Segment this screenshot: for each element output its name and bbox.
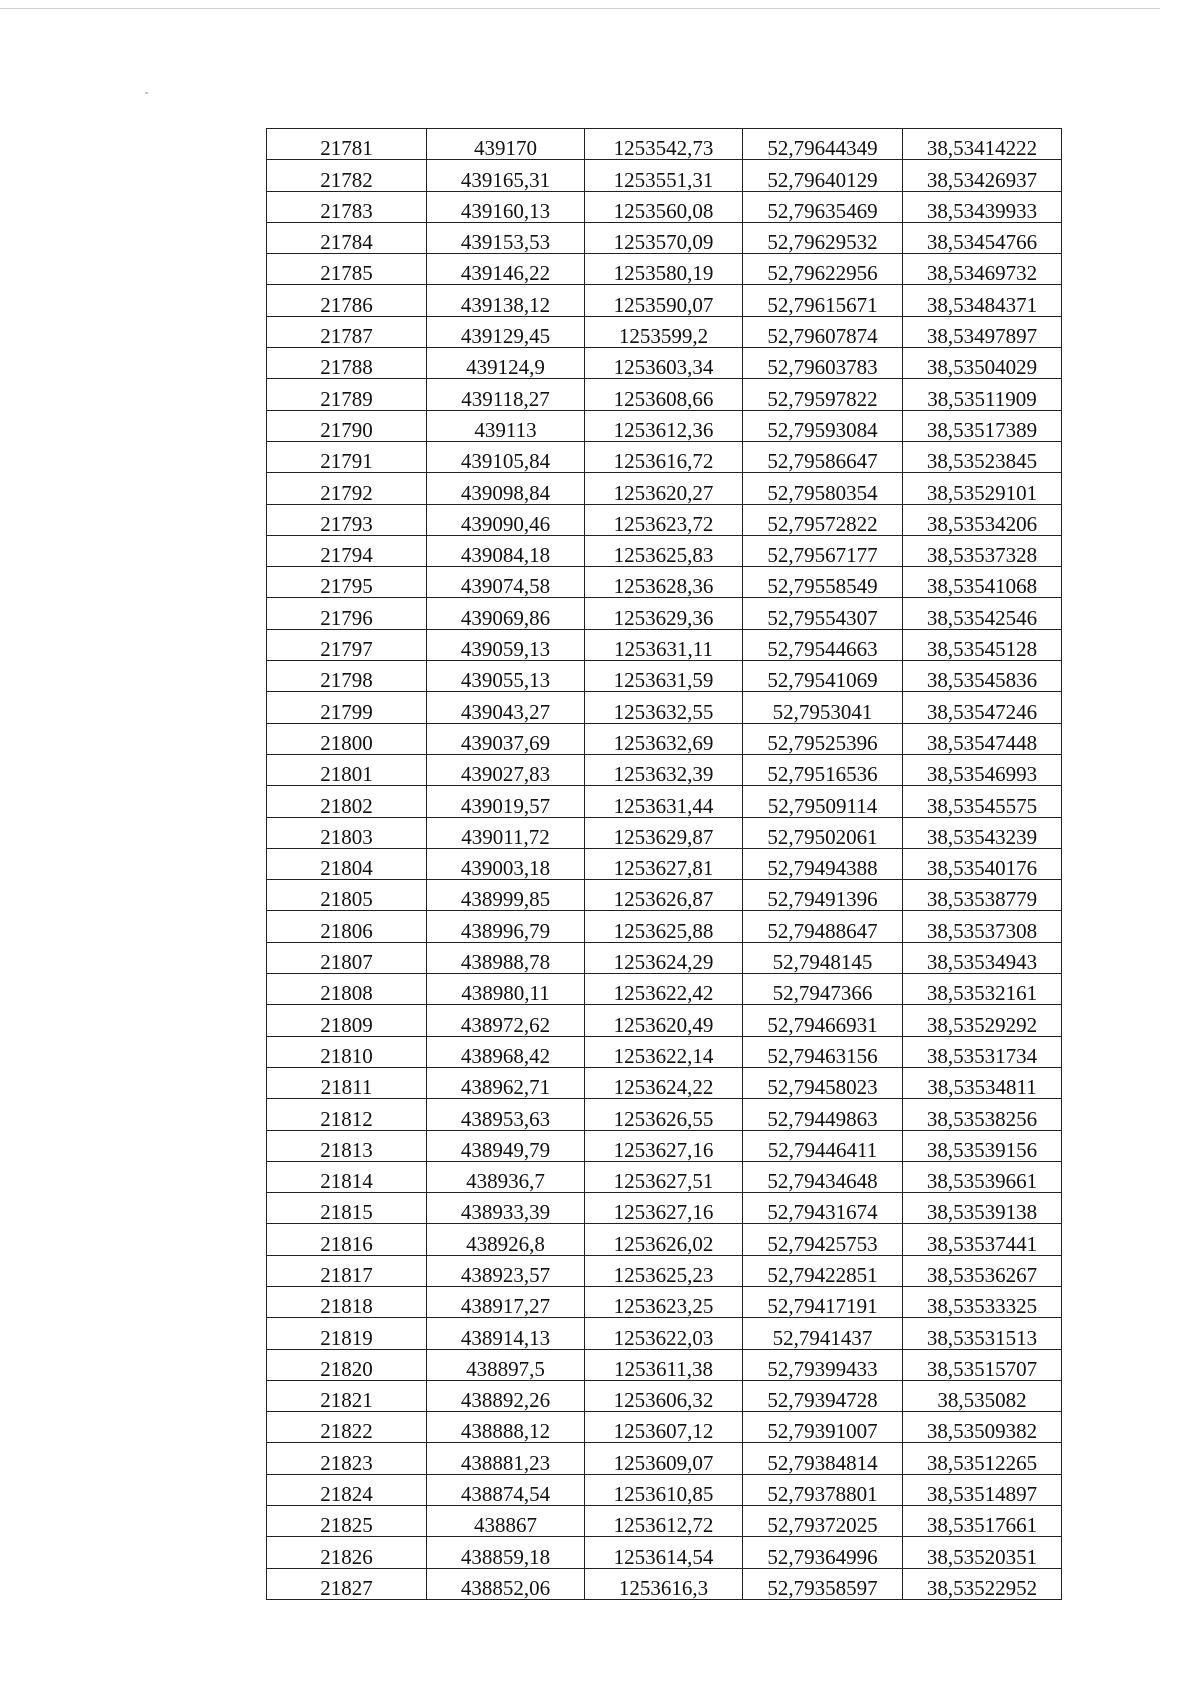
- point-number-cell: 21794: [267, 535, 427, 566]
- x-coordinate-cell: 439160,13: [427, 191, 585, 222]
- y-coordinate-cell: 1253632,39: [585, 754, 743, 785]
- table-row: [267, 441, 1062, 472]
- x-coordinate-cell: 438988,78: [427, 942, 585, 973]
- point-number-cell: 21791: [267, 441, 427, 472]
- table-row: [267, 974, 1062, 1005]
- latitude-cell: 52,79525396: [743, 723, 903, 754]
- x-coordinate-cell: 439059,13: [427, 629, 585, 660]
- x-coordinate-cell: 439170: [427, 129, 585, 160]
- longitude-cell: 38,535082: [903, 1380, 1062, 1411]
- table-row: [267, 191, 1062, 222]
- table-row: [267, 1349, 1062, 1380]
- table-row: [267, 1286, 1062, 1317]
- latitude-cell: 52,79544663: [743, 629, 903, 660]
- table-row: [267, 723, 1062, 754]
- y-coordinate-cell: 1253616,3: [585, 1568, 743, 1599]
- point-number-cell: 21782: [267, 160, 427, 191]
- table-row: [267, 692, 1062, 723]
- table-row: [267, 504, 1062, 535]
- point-number-cell: 21788: [267, 348, 427, 379]
- point-number-cell: 21826: [267, 1537, 427, 1568]
- point-number-cell: 21792: [267, 473, 427, 504]
- point-number-cell: 21783: [267, 191, 427, 222]
- longitude-cell: 38,53536267: [903, 1255, 1062, 1286]
- point-number-cell: 21820: [267, 1349, 427, 1380]
- point-number-cell: 21812: [267, 1099, 427, 1130]
- latitude-cell: 52,7953041: [743, 692, 903, 723]
- latitude-cell: 52,79509114: [743, 786, 903, 817]
- point-number-cell: 21786: [267, 285, 427, 316]
- table-row: [267, 1193, 1062, 1224]
- point-number-cell: 21808: [267, 974, 427, 1005]
- longitude-cell: 38,53529101: [903, 473, 1062, 504]
- y-coordinate-cell: 1253624,22: [585, 1067, 743, 1098]
- y-coordinate-cell: 1253611,38: [585, 1349, 743, 1380]
- longitude-cell: 38,53529292: [903, 1005, 1062, 1036]
- longitude-cell: 38,53469732: [903, 254, 1062, 285]
- y-coordinate-cell: 1253627,51: [585, 1161, 743, 1192]
- x-coordinate-cell: 439084,18: [427, 535, 585, 566]
- table-row: [267, 911, 1062, 942]
- point-number-cell: 21796: [267, 598, 427, 629]
- longitude-cell: 38,53517661: [903, 1506, 1062, 1537]
- x-coordinate-cell: 438949,79: [427, 1130, 585, 1161]
- y-coordinate-cell: 1253631,11: [585, 629, 743, 660]
- latitude-cell: 52,79597822: [743, 379, 903, 410]
- point-number-cell: 21800: [267, 723, 427, 754]
- table-row: [267, 629, 1062, 660]
- table-row: [267, 316, 1062, 347]
- y-coordinate-cell: 1253632,55: [585, 692, 743, 723]
- table-row: [267, 1318, 1062, 1349]
- y-coordinate-cell: 1253590,07: [585, 285, 743, 316]
- latitude-cell: 52,79417191: [743, 1286, 903, 1317]
- latitude-cell: 52,7948145: [743, 942, 903, 973]
- table-row: [267, 1380, 1062, 1411]
- longitude-cell: 38,53539138: [903, 1193, 1062, 1224]
- x-coordinate-cell: 438926,8: [427, 1224, 585, 1255]
- latitude-cell: 52,7947366: [743, 974, 903, 1005]
- table-row: [267, 222, 1062, 253]
- latitude-cell: 52,79449863: [743, 1099, 903, 1130]
- table-row: [267, 786, 1062, 817]
- longitude-cell: 38,53547448: [903, 723, 1062, 754]
- y-coordinate-cell: 1253607,12: [585, 1412, 743, 1443]
- point-number-cell: 21804: [267, 848, 427, 879]
- point-number-cell: 21799: [267, 692, 427, 723]
- y-coordinate-cell: 1253629,87: [585, 817, 743, 848]
- x-coordinate-cell: 438962,71: [427, 1067, 585, 1098]
- y-coordinate-cell: 1253626,02: [585, 1224, 743, 1255]
- table-row: [267, 1537, 1062, 1568]
- longitude-cell: 38,53539661: [903, 1161, 1062, 1192]
- latitude-cell: 52,79572822: [743, 504, 903, 535]
- point-number-cell: 21806: [267, 911, 427, 942]
- latitude-cell: 52,79629532: [743, 222, 903, 253]
- y-coordinate-cell: 1253612,36: [585, 410, 743, 441]
- x-coordinate-cell: 439146,22: [427, 254, 585, 285]
- latitude-cell: 52,79431674: [743, 1193, 903, 1224]
- point-number-cell: 21781: [267, 129, 427, 160]
- longitude-cell: 38,53512265: [903, 1443, 1062, 1474]
- latitude-cell: 52,79593084: [743, 410, 903, 441]
- point-number-cell: 21787: [267, 316, 427, 347]
- longitude-cell: 38,53537441: [903, 1224, 1062, 1255]
- y-coordinate-cell: 1253614,54: [585, 1537, 743, 1568]
- longitude-cell: 38,53515707: [903, 1349, 1062, 1380]
- y-coordinate-cell: 1253560,08: [585, 191, 743, 222]
- latitude-cell: 52,79378801: [743, 1474, 903, 1505]
- table-row: [267, 942, 1062, 973]
- x-coordinate-cell: 439074,58: [427, 567, 585, 598]
- y-coordinate-cell: 1253625,83: [585, 535, 743, 566]
- point-number-cell: 21807: [267, 942, 427, 973]
- longitude-cell: 38,53542546: [903, 598, 1062, 629]
- x-coordinate-cell: 438936,7: [427, 1161, 585, 1192]
- table-row: [267, 880, 1062, 911]
- table-row: [267, 285, 1062, 316]
- latitude-cell: 52,79635469: [743, 191, 903, 222]
- point-number-cell: 21789: [267, 379, 427, 410]
- y-coordinate-cell: 1253624,29: [585, 942, 743, 973]
- table-row: [267, 129, 1062, 160]
- y-coordinate-cell: 1253628,36: [585, 567, 743, 598]
- latitude-cell: 52,79622956: [743, 254, 903, 285]
- latitude-cell: 52,79364996: [743, 1537, 903, 1568]
- point-number-cell: 21814: [267, 1161, 427, 1192]
- longitude-cell: 38,53537308: [903, 911, 1062, 942]
- point-number-cell: 21795: [267, 567, 427, 598]
- y-coordinate-cell: 1253625,88: [585, 911, 743, 942]
- point-number-cell: 21785: [267, 254, 427, 285]
- table-row: [267, 1036, 1062, 1067]
- point-number-cell: 21817: [267, 1255, 427, 1286]
- x-coordinate-cell: 439055,13: [427, 661, 585, 692]
- y-coordinate-cell: 1253570,09: [585, 222, 743, 253]
- scan-speck: [145, 92, 148, 94]
- table-row: [267, 1130, 1062, 1161]
- latitude-cell: 52,79603783: [743, 348, 903, 379]
- point-number-cell: 21805: [267, 880, 427, 911]
- x-coordinate-cell: 439011,72: [427, 817, 585, 848]
- latitude-cell: 52,79446411: [743, 1130, 903, 1161]
- table-row: [267, 1099, 1062, 1130]
- x-coordinate-cell: 438968,42: [427, 1036, 585, 1067]
- point-number-cell: 21798: [267, 661, 427, 692]
- latitude-cell: 52,79586647: [743, 441, 903, 472]
- y-coordinate-cell: 1253623,72: [585, 504, 743, 535]
- y-coordinate-cell: 1253551,31: [585, 160, 743, 191]
- table-row: [267, 754, 1062, 785]
- latitude-cell: 52,79434648: [743, 1161, 903, 1192]
- y-coordinate-cell: 1253622,14: [585, 1036, 743, 1067]
- x-coordinate-cell: 439037,69: [427, 723, 585, 754]
- longitude-cell: 38,53538256: [903, 1099, 1062, 1130]
- x-coordinate-cell: 439165,31: [427, 160, 585, 191]
- longitude-cell: 38,53543239: [903, 817, 1062, 848]
- latitude-cell: 52,79554307: [743, 598, 903, 629]
- latitude-cell: 52,79358597: [743, 1568, 903, 1599]
- table-row: [267, 1568, 1062, 1599]
- x-coordinate-cell: 438881,23: [427, 1443, 585, 1474]
- point-number-cell: 21818: [267, 1286, 427, 1317]
- latitude-cell: 52,79607874: [743, 316, 903, 347]
- longitude-cell: 38,53539156: [903, 1130, 1062, 1161]
- longitude-cell: 38,53534811: [903, 1067, 1062, 1098]
- point-number-cell: 21827: [267, 1568, 427, 1599]
- x-coordinate-cell: 438953,63: [427, 1099, 585, 1130]
- x-coordinate-cell: 438914,13: [427, 1318, 585, 1349]
- y-coordinate-cell: 1253631,59: [585, 661, 743, 692]
- table-row: [267, 1506, 1062, 1537]
- x-coordinate-cell: 439105,84: [427, 441, 585, 472]
- x-coordinate-cell: 438852,06: [427, 1568, 585, 1599]
- latitude-cell: 52,79384814: [743, 1443, 903, 1474]
- table-row: [267, 1412, 1062, 1443]
- latitude-cell: 52,79399433: [743, 1349, 903, 1380]
- x-coordinate-cell: 439019,57: [427, 786, 585, 817]
- x-coordinate-cell: 439153,53: [427, 222, 585, 253]
- latitude-cell: 52,79463156: [743, 1036, 903, 1067]
- x-coordinate-cell: 438897,5: [427, 1349, 585, 1380]
- longitude-cell: 38,53537328: [903, 535, 1062, 566]
- longitude-cell: 38,53520351: [903, 1537, 1062, 1568]
- longitude-cell: 38,53504029: [903, 348, 1062, 379]
- latitude-cell: 52,7941437: [743, 1318, 903, 1349]
- y-coordinate-cell: 1253580,19: [585, 254, 743, 285]
- table-row: [267, 567, 1062, 598]
- point-number-cell: 21813: [267, 1130, 427, 1161]
- x-coordinate-cell: 439118,27: [427, 379, 585, 410]
- table-row: [267, 661, 1062, 692]
- y-coordinate-cell: 1253603,34: [585, 348, 743, 379]
- coordinates-table: [266, 128, 1062, 1600]
- latitude-cell: 52,79372025: [743, 1506, 903, 1537]
- longitude-cell: 38,53426937: [903, 160, 1062, 191]
- point-number-cell: 21823: [267, 1443, 427, 1474]
- longitude-cell: 38,53540176: [903, 848, 1062, 879]
- table-row: [267, 817, 1062, 848]
- x-coordinate-cell: 439113: [427, 410, 585, 441]
- y-coordinate-cell: 1253616,72: [585, 441, 743, 472]
- longitude-cell: 38,53532161: [903, 974, 1062, 1005]
- coordinates-table-body: [267, 129, 1062, 1600]
- x-coordinate-cell: 439090,46: [427, 504, 585, 535]
- y-coordinate-cell: 1253622,42: [585, 974, 743, 1005]
- x-coordinate-cell: 438999,85: [427, 880, 585, 911]
- latitude-cell: 52,79516536: [743, 754, 903, 785]
- x-coordinate-cell: 438859,18: [427, 1537, 585, 1568]
- latitude-cell: 52,79640129: [743, 160, 903, 191]
- y-coordinate-cell: 1253632,69: [585, 723, 743, 754]
- point-number-cell: 21790: [267, 410, 427, 441]
- latitude-cell: 52,79502061: [743, 817, 903, 848]
- longitude-cell: 38,53545836: [903, 661, 1062, 692]
- table-row: [267, 254, 1062, 285]
- x-coordinate-cell: 438972,62: [427, 1005, 585, 1036]
- table-row: [267, 410, 1062, 441]
- x-coordinate-cell: 438888,12: [427, 1412, 585, 1443]
- point-number-cell: 21810: [267, 1036, 427, 1067]
- point-number-cell: 21801: [267, 754, 427, 785]
- longitude-cell: 38,53547246: [903, 692, 1062, 723]
- y-coordinate-cell: 1253626,87: [585, 880, 743, 911]
- longitude-cell: 38,53534943: [903, 942, 1062, 973]
- table-row: [267, 1255, 1062, 1286]
- table-row: [267, 1067, 1062, 1098]
- x-coordinate-cell: 438923,57: [427, 1255, 585, 1286]
- y-coordinate-cell: 1253620,27: [585, 473, 743, 504]
- longitude-cell: 38,53545575: [903, 786, 1062, 817]
- x-coordinate-cell: 439138,12: [427, 285, 585, 316]
- x-coordinate-cell: 439027,83: [427, 754, 585, 785]
- x-coordinate-cell: 439098,84: [427, 473, 585, 504]
- x-coordinate-cell: 438892,26: [427, 1380, 585, 1411]
- point-number-cell: 21816: [267, 1224, 427, 1255]
- y-coordinate-cell: 1253631,44: [585, 786, 743, 817]
- point-number-cell: 21803: [267, 817, 427, 848]
- point-number-cell: 21784: [267, 222, 427, 253]
- latitude-cell: 52,79466931: [743, 1005, 903, 1036]
- y-coordinate-cell: 1253610,85: [585, 1474, 743, 1505]
- point-number-cell: 21802: [267, 786, 427, 817]
- latitude-cell: 52,79391007: [743, 1412, 903, 1443]
- x-coordinate-cell: 438867: [427, 1506, 585, 1537]
- point-number-cell: 21821: [267, 1380, 427, 1411]
- latitude-cell: 52,79488647: [743, 911, 903, 942]
- latitude-cell: 52,79458023: [743, 1067, 903, 1098]
- x-coordinate-cell: 438917,27: [427, 1286, 585, 1317]
- x-coordinate-cell: 438996,79: [427, 911, 585, 942]
- longitude-cell: 38,53517389: [903, 410, 1062, 441]
- latitude-cell: 52,79491396: [743, 880, 903, 911]
- latitude-cell: 52,79541069: [743, 661, 903, 692]
- longitude-cell: 38,53522952: [903, 1568, 1062, 1599]
- y-coordinate-cell: 1253627,16: [585, 1193, 743, 1224]
- x-coordinate-cell: 439003,18: [427, 848, 585, 879]
- longitude-cell: 38,53538779: [903, 880, 1062, 911]
- y-coordinate-cell: 1253625,23: [585, 1255, 743, 1286]
- x-coordinate-cell: 439043,27: [427, 692, 585, 723]
- point-number-cell: 21797: [267, 629, 427, 660]
- longitude-cell: 38,53509382: [903, 1412, 1062, 1443]
- latitude-cell: 52,79425753: [743, 1224, 903, 1255]
- point-number-cell: 21815: [267, 1193, 427, 1224]
- point-number-cell: 21825: [267, 1506, 427, 1537]
- table-row: [267, 473, 1062, 504]
- x-coordinate-cell: 439069,86: [427, 598, 585, 629]
- longitude-cell: 38,53545128: [903, 629, 1062, 660]
- y-coordinate-cell: 1253622,03: [585, 1318, 743, 1349]
- longitude-cell: 38,53523845: [903, 441, 1062, 472]
- latitude-cell: 52,79567177: [743, 535, 903, 566]
- x-coordinate-cell: 439124,9: [427, 348, 585, 379]
- latitude-cell: 52,79558549: [743, 567, 903, 598]
- scan-top-edge-line: [0, 8, 1160, 9]
- latitude-cell: 52,79580354: [743, 473, 903, 504]
- table-row: [267, 348, 1062, 379]
- y-coordinate-cell: 1253623,25: [585, 1286, 743, 1317]
- x-coordinate-cell: 438980,11: [427, 974, 585, 1005]
- table-row: [267, 848, 1062, 879]
- longitude-cell: 38,53484371: [903, 285, 1062, 316]
- latitude-cell: 52,79644349: [743, 129, 903, 160]
- longitude-cell: 38,53531734: [903, 1036, 1062, 1067]
- point-number-cell: 21793: [267, 504, 427, 535]
- longitude-cell: 38,53439933: [903, 191, 1062, 222]
- x-coordinate-cell: 438933,39: [427, 1193, 585, 1224]
- table-row: [267, 1161, 1062, 1192]
- y-coordinate-cell: 1253599,2: [585, 316, 743, 347]
- longitude-cell: 38,53497897: [903, 316, 1062, 347]
- longitude-cell: 38,53546993: [903, 754, 1062, 785]
- x-coordinate-cell: 439129,45: [427, 316, 585, 347]
- table-row: [267, 160, 1062, 191]
- longitude-cell: 38,53454766: [903, 222, 1062, 253]
- y-coordinate-cell: 1253542,73: [585, 129, 743, 160]
- y-coordinate-cell: 1253627,16: [585, 1130, 743, 1161]
- y-coordinate-cell: 1253620,49: [585, 1005, 743, 1036]
- table-row: [267, 379, 1062, 410]
- y-coordinate-cell: 1253612,72: [585, 1506, 743, 1537]
- table-row: [267, 1474, 1062, 1505]
- longitude-cell: 38,53541068: [903, 567, 1062, 598]
- latitude-cell: 52,79394728: [743, 1380, 903, 1411]
- point-number-cell: 21811: [267, 1067, 427, 1098]
- table-row: [267, 598, 1062, 629]
- point-number-cell: 21824: [267, 1474, 427, 1505]
- y-coordinate-cell: 1253629,36: [585, 598, 743, 629]
- longitude-cell: 38,53414222: [903, 129, 1062, 160]
- longitude-cell: 38,53511909: [903, 379, 1062, 410]
- latitude-cell: 52,79615671: [743, 285, 903, 316]
- table-row: [267, 1005, 1062, 1036]
- x-coordinate-cell: 438874,54: [427, 1474, 585, 1505]
- table-row: [267, 1443, 1062, 1474]
- latitude-cell: 52,79494388: [743, 848, 903, 879]
- point-number-cell: 21822: [267, 1412, 427, 1443]
- longitude-cell: 38,53533325: [903, 1286, 1062, 1317]
- table-row: [267, 1224, 1062, 1255]
- longitude-cell: 38,53514897: [903, 1474, 1062, 1505]
- table-row: [267, 535, 1062, 566]
- point-number-cell: 21819: [267, 1318, 427, 1349]
- latitude-cell: 52,79422851: [743, 1255, 903, 1286]
- y-coordinate-cell: 1253626,55: [585, 1099, 743, 1130]
- y-coordinate-cell: 1253609,07: [585, 1443, 743, 1474]
- longitude-cell: 38,53534206: [903, 504, 1062, 535]
- y-coordinate-cell: 1253627,81: [585, 848, 743, 879]
- point-number-cell: 21809: [267, 1005, 427, 1036]
- y-coordinate-cell: 1253608,66: [585, 379, 743, 410]
- longitude-cell: 38,53531513: [903, 1318, 1062, 1349]
- y-coordinate-cell: 1253606,32: [585, 1380, 743, 1411]
